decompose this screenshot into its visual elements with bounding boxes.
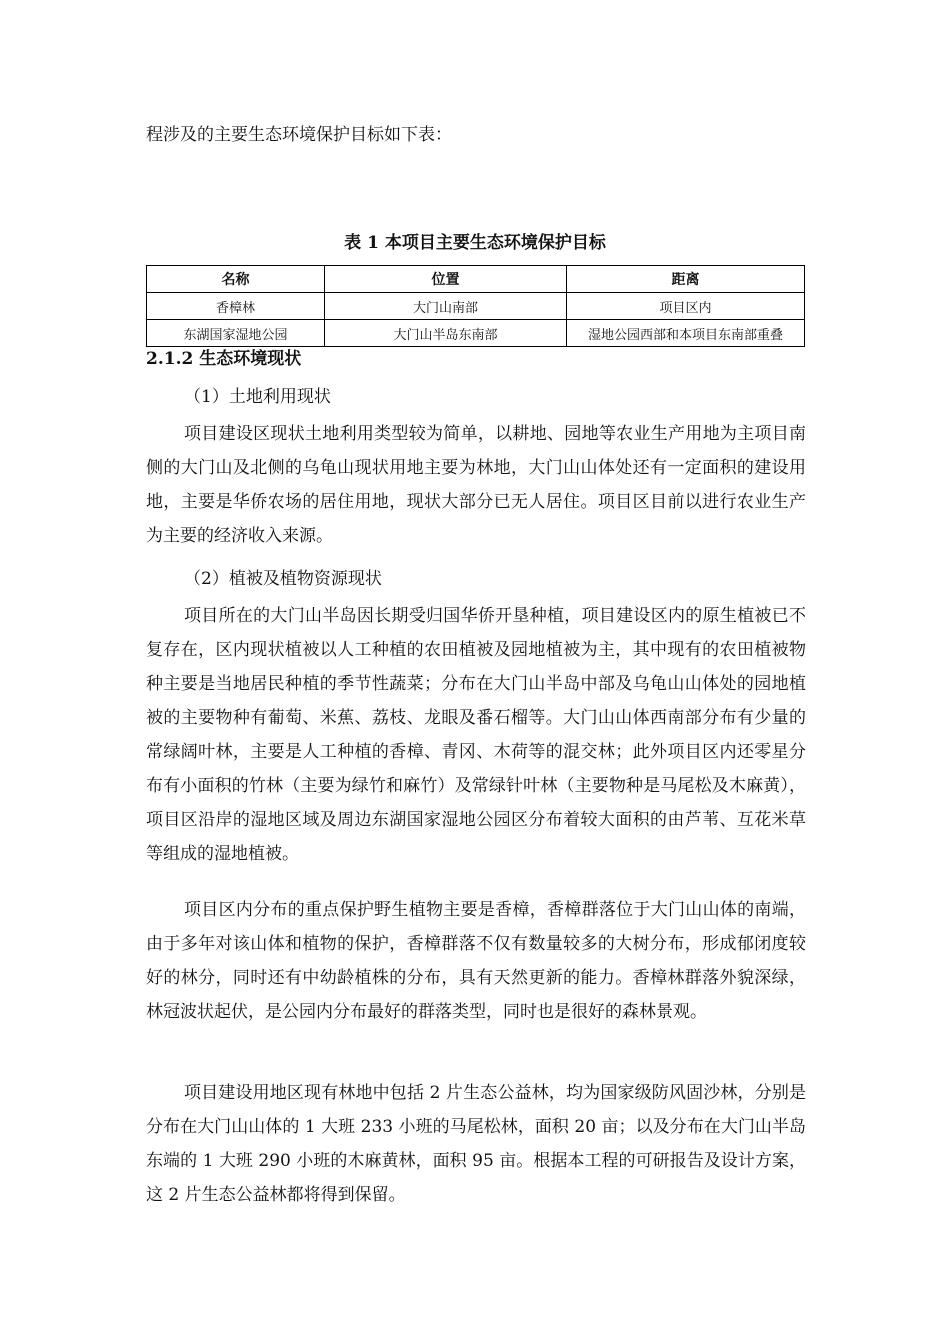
table-row: [147, 293, 805, 320]
subheading-land-use: （1）土地利用现状: [184, 387, 331, 407]
table-row: [147, 320, 805, 347]
table-cell: 大门山南部: [325, 293, 567, 320]
table-cell: 大门山半岛东南部: [325, 320, 567, 347]
protection-targets-table: [146, 265, 805, 347]
table-cell: 东湖国家湿地公园: [147, 320, 325, 347]
lead-text: 程涉及的主要生态环境保护目标如下表：: [146, 125, 452, 145]
header-location: 位置: [325, 266, 567, 293]
table-header-row: [147, 266, 805, 293]
paragraph-protected-plants: 项目区内分布的重点保护野生植物主要是香樟，香樟群落位于大门山山体的南端，由于多年对该山体和植物的保护，香樟群落不仅有数量较多的大树分布，形成郁闭度较好的林分，同时还有中幼龄植株的分布，具有天然更新的能力。香樟林群落外貌深绿，林冠波状起伏，是公园内分布最好的群落类型，同时也是很好的森林景观。: [146, 900, 806, 1022]
subheading-vegetation: （2）植被及植物资源现状: [184, 569, 382, 589]
table-cell: 项目区内: [567, 293, 805, 320]
section-heading: 2.1.2 生态环境现状: [146, 349, 302, 369]
paragraph-land-use: 项目建设区现状土地利用类型较为简单，以耕地、园地等农业生产用地为主项目南侧的大门山及北侧的乌龟山现状用地主要为林地，大门山山体处还有一定面积的建设用地，主要是华侨农场的居住用地，现状大部分已无人居住。项目区目前以进行农业生产为主要的经济收入来源。: [146, 424, 806, 546]
header-name: 名称: [147, 266, 325, 293]
paragraph-vegetation: 项目所在的大门山半岛因长期受归国华侨开垦种植，项目建设区内的原生植被已不复存在，区内现状植被以人工种植的农田植被及园地植被为主，其中现有的农田植被物种主要是当地居民种植的季节性蔬菜；分布在大门山半岛中部及乌龟山山体处的园地植被的主要物种有葡萄、米蕉、荔枝、龙眼及番石榴等。大门山山体西南部分布有少量的常绿阔叶林，主要是人工种植的香樟、青冈、木荷等的混交林；此外项目区内还零星分布有小面积的竹林（主要为绿竹和麻竹）及常绿针叶林（主要物种是马尾松及木麻黄），项目区沿岸的湿地区域及周边东湖国家湿地公园区分布着较大面积的由芦苇、互花米草等组成的湿地植被。: [146, 606, 806, 864]
table-cell: 湿地公园西部和本项目东南部重叠: [567, 320, 805, 347]
table-caption: 表 1 本项目主要生态环境保护目标: [344, 233, 606, 253]
header-distance: 距离: [567, 266, 805, 293]
paragraph-public-forest: 项目建设用地区现有林地中包括 2 片生态公益林，均为国家级防风固沙林，分别是分布在大门山山体的 1 大班 233 小班的马尾松林，面积 20 亩；以及分布在大门山半岛东端的 1 大班 290 小班的木麻黄林，面积 95 亩。根据本工程的可研报告及设计方案，这 2 片生态公益林都将得到保留。: [146, 1083, 806, 1205]
table-cell: 香樟林: [147, 293, 325, 320]
